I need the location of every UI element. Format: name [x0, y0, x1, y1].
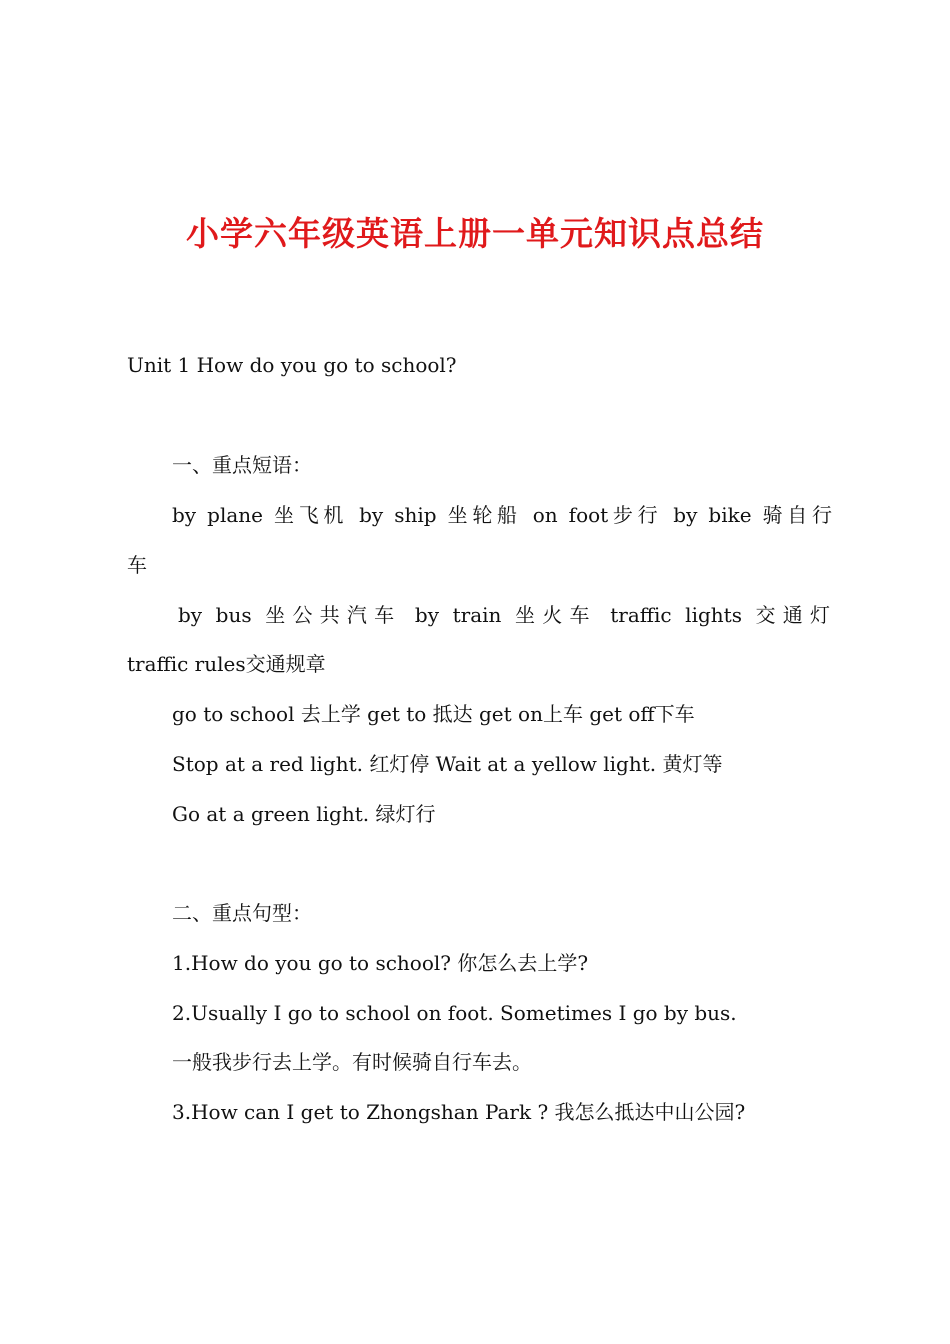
phrase-line-3: go to school 去上学 get to 抵达 get on上车 get off下车 — [172, 702, 695, 726]
sentence-line-3: 3.How can I get to Zhongshan Park ? 我怎么抵达中山公园? — [172, 1100, 746, 1124]
phrase-line-5: Go at a green light. 绿灯行 — [172, 802, 436, 826]
section1-heading: 一、重点短语： — [172, 453, 312, 477]
sentence-line-1: 1.How do you go to school? 你怎么去上学? — [172, 951, 589, 975]
phrase-line-1: by plane 坐飞机 by ship 坐轮船 on foot步行 by bike 骑自行 — [172, 503, 832, 527]
phrase-line-2-wrap: traffic rules交通规章 — [127, 652, 326, 676]
sentence-line-2-translation: 一般我步行去上学。有时候骑自行车去。 — [172, 1050, 532, 1074]
unit-heading: Unit 1 How do you go to school? — [127, 353, 457, 377]
section2-heading: 二、重点句型： — [172, 901, 312, 925]
phrase-line-2: by bus 坐公共汽车 by train 坐火车 traffic lights 交通灯 — [178, 603, 830, 627]
phrase-line-1-wrap: 车 — [127, 553, 147, 577]
phrase-line-4: Stop at a red light. 红灯停 Wait at a yellow light. 黄灯等 — [172, 752, 723, 776]
document-title: 小学六年级英语上册一单元知识点总结 — [186, 214, 764, 253]
sentence-line-2: 2.Usually I go to school on foot. Sometimes I go by bus. — [172, 1001, 737, 1025]
